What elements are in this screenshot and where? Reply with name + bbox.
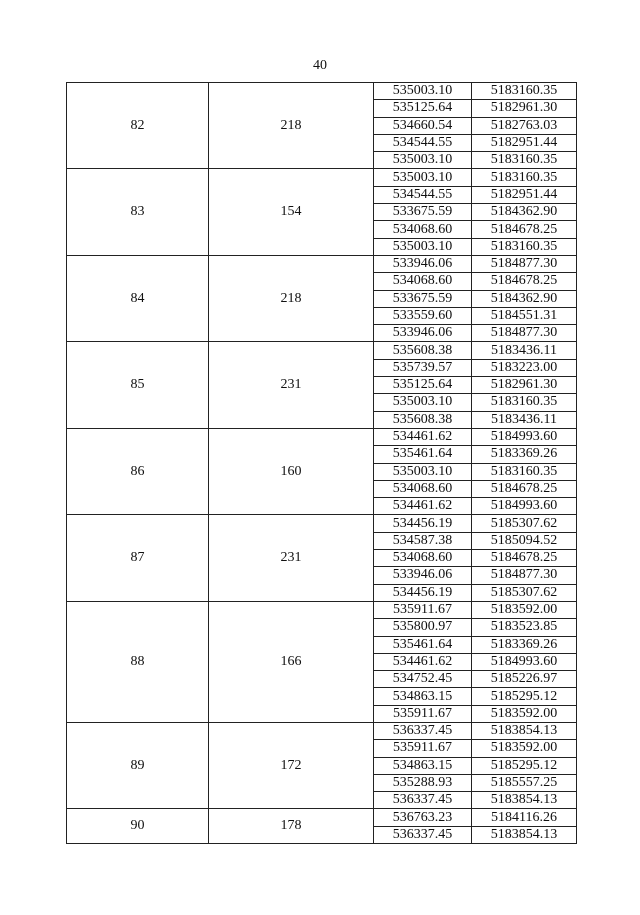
y-coordinate-cell: 5184877.30 [472,325,577,342]
page-number: 40 [313,58,327,73]
x-coordinate-cell: 536337.45 [374,792,472,809]
plot-value-cell: 178 [209,809,374,844]
x-coordinate-cell: 534544.55 [374,134,472,151]
x-coordinate-cell: 535003.10 [374,83,472,100]
y-coordinate-cell: 5184877.30 [472,567,577,584]
plot-number-cell: 82 [67,83,209,169]
coordinates-table-body [67,83,577,844]
y-coordinate-cell: 5185226.97 [472,671,577,688]
y-coordinate-cell: 5184116.26 [472,809,577,826]
x-coordinate-cell: 535911.67 [374,740,472,757]
y-coordinate-cell: 5183160.35 [472,463,577,480]
y-coordinate-cell: 5183160.35 [472,152,577,169]
x-coordinate-cell: 534068.60 [374,550,472,567]
x-coordinate-cell: 534068.60 [374,480,472,497]
plot-value-cell: 218 [209,255,374,341]
y-coordinate-cell: 5185094.52 [472,532,577,549]
y-coordinate-cell: 5183160.35 [472,394,577,411]
x-coordinate-cell: 535003.10 [374,152,472,169]
plot-number-cell: 84 [67,255,209,341]
x-coordinate-cell: 535125.64 [374,100,472,117]
plot-value-cell: 166 [209,601,374,722]
y-coordinate-cell: 5183369.26 [472,446,577,463]
table-row [67,83,577,100]
plot-value-cell: 218 [209,83,374,169]
x-coordinate-cell: 533675.59 [374,290,472,307]
x-coordinate-cell: 536763.23 [374,809,472,826]
y-coordinate-cell: 5185557.25 [472,774,577,791]
x-coordinate-cell: 534461.62 [374,428,472,445]
x-coordinate-cell: 535288.93 [374,774,472,791]
x-coordinate-cell: 534544.55 [374,186,472,203]
y-coordinate-cell: 5183436.11 [472,411,577,428]
y-coordinate-cell: 5183854.13 [472,722,577,739]
y-coordinate-cell: 5184877.30 [472,255,577,272]
plot-number-cell: 83 [67,169,209,255]
x-coordinate-cell: 535003.10 [374,169,472,186]
x-coordinate-cell: 535911.67 [374,705,472,722]
y-coordinate-cell: 5184678.25 [472,550,577,567]
x-coordinate-cell: 535739.57 [374,359,472,376]
y-coordinate-cell: 5183592.00 [472,740,577,757]
y-coordinate-cell: 5183223.00 [472,359,577,376]
y-coordinate-cell: 5184993.60 [472,653,577,670]
x-coordinate-cell: 534461.62 [374,498,472,515]
x-coordinate-cell: 535461.64 [374,446,472,463]
table-row [67,342,577,359]
y-coordinate-cell: 5182961.30 [472,377,577,394]
y-coordinate-cell: 5185307.62 [472,515,577,532]
plot-value-cell: 154 [209,169,374,255]
x-coordinate-cell: 533946.06 [374,567,472,584]
table-row [67,255,577,272]
x-coordinate-cell: 534863.15 [374,757,472,774]
plot-value-cell: 160 [209,428,374,514]
x-coordinate-cell: 534752.45 [374,671,472,688]
y-coordinate-cell: 5184362.90 [472,290,577,307]
y-coordinate-cell: 5183592.00 [472,601,577,618]
x-coordinate-cell: 533675.59 [374,204,472,221]
y-coordinate-cell: 5183523.85 [472,619,577,636]
plot-number-cell: 87 [67,515,209,601]
table-row [67,428,577,445]
plot-value-cell: 231 [209,342,374,428]
y-coordinate-cell: 5182951.44 [472,186,577,203]
table-row [67,601,577,618]
x-coordinate-cell: 534456.19 [374,584,472,601]
table-row [67,809,577,826]
y-coordinate-cell: 5183160.35 [472,83,577,100]
table-row [67,169,577,186]
y-coordinate-cell: 5184362.90 [472,204,577,221]
x-coordinate-cell: 535003.10 [374,238,472,255]
x-coordinate-cell: 535461.64 [374,636,472,653]
plot-number-cell: 85 [67,342,209,428]
x-coordinate-cell: 535608.38 [374,342,472,359]
table-row [67,722,577,739]
y-coordinate-cell: 5184678.25 [472,273,577,290]
y-coordinate-cell: 5183854.13 [472,792,577,809]
plot-value-cell: 172 [209,722,374,808]
y-coordinate-cell: 5183436.11 [472,342,577,359]
plot-number-cell: 90 [67,809,209,844]
y-coordinate-cell: 5184993.60 [472,428,577,445]
x-coordinate-cell: 536337.45 [374,826,472,843]
x-coordinate-cell: 535125.64 [374,377,472,394]
coordinates-table [66,82,577,844]
x-coordinate-cell: 533946.06 [374,255,472,272]
y-coordinate-cell: 5183160.35 [472,238,577,255]
y-coordinate-cell: 5183592.00 [472,705,577,722]
plot-number-cell: 88 [67,601,209,722]
x-coordinate-cell: 535003.10 [374,463,472,480]
x-coordinate-cell: 534461.62 [374,653,472,670]
y-coordinate-cell: 5185295.12 [472,757,577,774]
y-coordinate-cell: 5182951.44 [472,134,577,151]
y-coordinate-cell: 5183369.26 [472,636,577,653]
x-coordinate-cell: 534863.15 [374,688,472,705]
plot-number-cell: 86 [67,428,209,514]
plot-value-cell: 231 [209,515,374,601]
table-row [67,515,577,532]
y-coordinate-cell: 5184551.31 [472,307,577,324]
x-coordinate-cell: 533559.60 [374,307,472,324]
y-coordinate-cell: 5183854.13 [472,826,577,843]
y-coordinate-cell: 5182763.03 [472,117,577,134]
y-coordinate-cell: 5185295.12 [472,688,577,705]
x-coordinate-cell: 535911.67 [374,601,472,618]
x-coordinate-cell: 534587.38 [374,532,472,549]
x-coordinate-cell: 536337.45 [374,722,472,739]
x-coordinate-cell: 534456.19 [374,515,472,532]
x-coordinate-cell: 533946.06 [374,325,472,342]
x-coordinate-cell: 535003.10 [374,394,472,411]
x-coordinate-cell: 535800.97 [374,619,472,636]
x-coordinate-cell: 535608.38 [374,411,472,428]
plot-number-cell: 89 [67,722,209,808]
y-coordinate-cell: 5184993.60 [472,498,577,515]
y-coordinate-cell: 5183160.35 [472,169,577,186]
x-coordinate-cell: 534068.60 [374,221,472,238]
y-coordinate-cell: 5182961.30 [472,100,577,117]
x-coordinate-cell: 534068.60 [374,273,472,290]
y-coordinate-cell: 5184678.25 [472,480,577,497]
y-coordinate-cell: 5184678.25 [472,221,577,238]
x-coordinate-cell: 534660.54 [374,117,472,134]
y-coordinate-cell: 5185307.62 [472,584,577,601]
